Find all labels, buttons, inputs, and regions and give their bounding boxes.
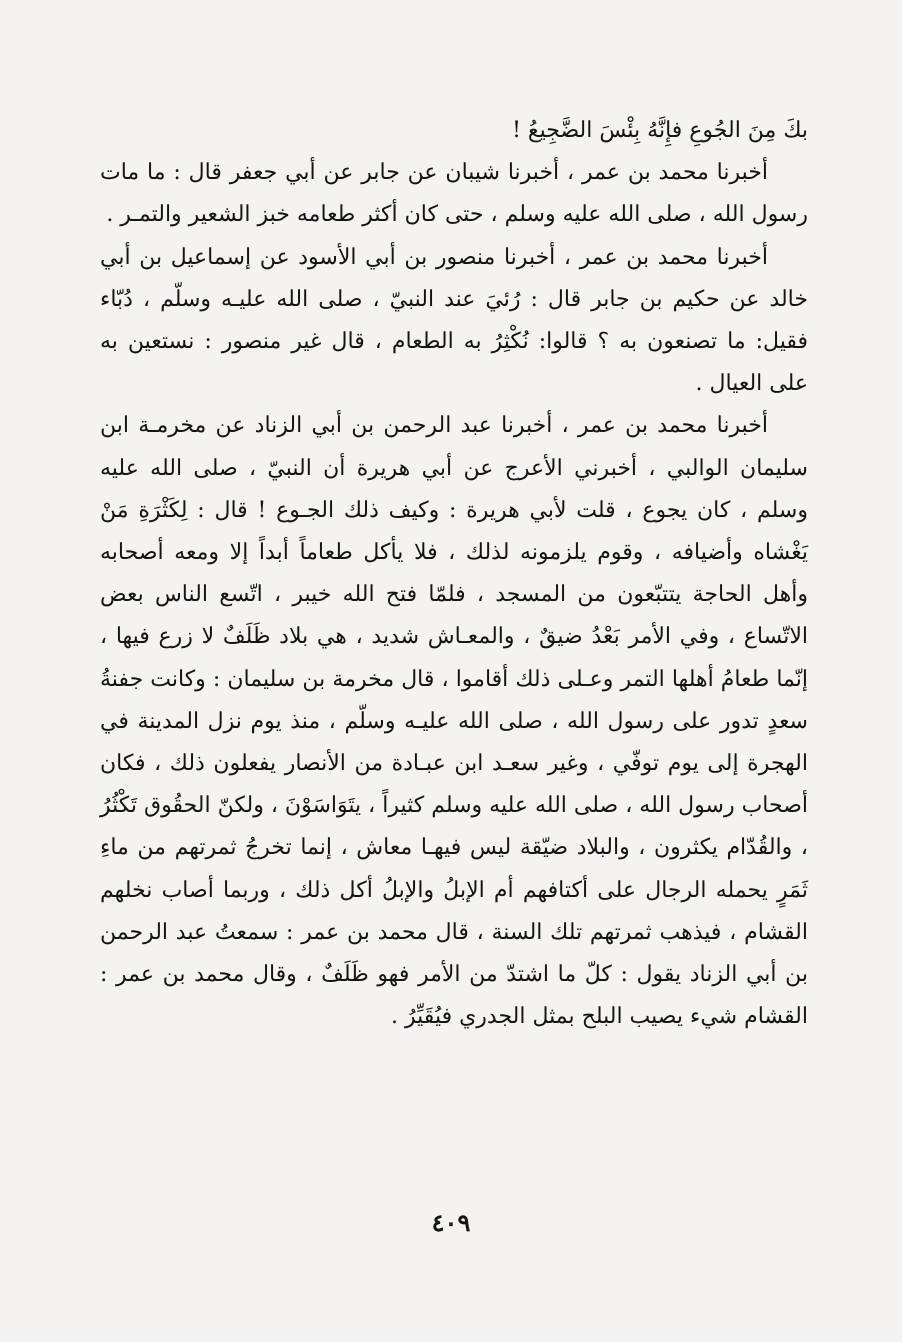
page-number: ٤٠٩ (431, 1208, 471, 1237)
paragraph-continuation: بكَ مِنَ الجُوعِ فإِنَّهُ بِئْسَ الضَّجِيعُ ! (512, 118, 808, 143)
body-text (100, 110, 808, 1038)
paragraph-hadith-3: أخبرنا محمد بن عمر ، أخبرنا عبد الرحمن بن أبي الزناد عن مخرمـة ابن سليمان الوالبي ، أخبرني الأعرج عن أبي هريرة أن النبيّ ، صلى الله عليه وسلم ، كان يجوع ، قلت لأبي هريرة : وكيف ذلك الجـوع ! قال : لِكَثْرَةِ مَنْ يَغْشاه وأضيافه ، وقوم يلزمونه لذلك ، فلا يأكل طعاماً أبداً إلا ومعه أصحابه وأهل الحاجة يتتبّعون من المسجد ، فلمّا فتح الله خيبر ، اتّسع الناس بعض الاتّساع ، وفي الأمر بَعْدُ ضيقٌ ، والمعـاش شديد ، هي بلاد ظَلَفٌ لا زرع فيها ، إنّما طعامُ أهلها التمر وعـلى ذلك أقاموا ، قال مخرمة بن سليمان : وكانت جفنةُ سعدٍ تدور على رسول الله ، صلى الله عليـه وسلّم ، منذ يوم نزل المدينة في الهجرة إلى يوم توفّي ، وغير سعـد ابن عبـادة من الأنصار يفعلون ذلك ، فكان أصحاب رسول الله ، صلى الله عليه وسلم كثيراً ، يتَوَاسَوْنَ ، ولكنّ الحقُوق تَكْثُرُ ، والقُدّام يكثرون ، والبلاد ضيّقة ليس فيهـا معاش ، إنما تخرجُ ثمرتهم من ماءِ ثَمَرٍ يحمله الرجال على أكتافهم أم الإبلُ والإبلُ أكل ذلك ، وربما أصاب نخلهم القشام ، فيذهب ثمرتهم تلك السنة ، قال محمد بن عمر : سمعتُ عبد الرحمن بن أبي الزناد يقول : كلّ ما اشتدّ من الأمر فهو ظَلَفٌ ، وقال محمد بن عمر : القشام شيء يصيب البلح بمثل الجدري فيُقَيِّرُ . (100, 413, 809, 1030)
paragraph-hadith-2: أخبرنا محمد بن عمر ، أخبرنا منصور بن أبي الأسود عن إسماعيل بن أبي خالد عن حكيم بن جابر قال : رُئيَ عند النبيّ ، صلى الله عليـه وسلّم ، دُبّاء فقيل: ما تصنعون به ؟ قالوا: نُكْثِرُ به الطعام ، قال غير منصور : نستعين به على العيال . (100, 244, 808, 397)
paragraph-hadith-1: أخبرنا محمد بن عمر ، أخبرنا شيبان عن جابر عن أبي جعفر قال : ما مات رسول الله ، صلى الله عليه وسلم ، حتى كان أكثر طعامه خبز الشعير والتمـر . (100, 160, 808, 228)
